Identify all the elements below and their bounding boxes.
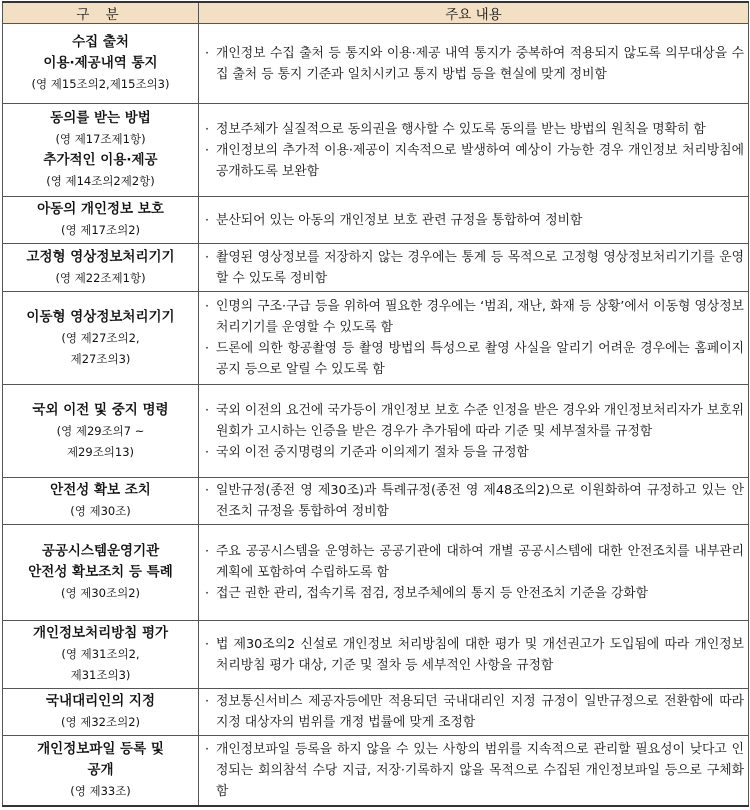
content-bullet: [205, 634, 744, 676]
row-category-cell: [3, 478, 199, 525]
bullet-text: 개인정보 수집 출처 등 통지와 이용·제공 내역 통지가 중복하여 적용되지 않도록 의무대상을 수집 출처 등 통지 기준과 일치시키고 통지 방법 등을 현실에 맞게 정비함: [216, 45, 744, 82]
row-content-cell: [199, 478, 749, 525]
bullet-text: 개인정보의 추가적 이용·제공이 지속적으로 발생하여 예상이 가능한 경우 개인정보 처리방침에 공개하도록 보완함: [216, 142, 744, 179]
bullet-text: 정보주체가 실질적으로 동의권을 행사할 수 있도록 동의를 받는 방법의 원칙을 명확히 함: [216, 121, 706, 137]
bullet-text: 개인정보파일 등록을 하지 않을 수 있는 사항의 범위를 지속적으로 관리할 필요성이 낮다고 인정되는 회의참석 수당 지급, 저장·기록하지 않을 목적으로 수집된 개인정보파일 등으로 구체화함: [216, 741, 744, 799]
row-content-cell: [199, 104, 749, 197]
bullet-marker: ·: [205, 45, 210, 61]
row-content-cell: [199, 292, 749, 385]
legal-reference: (영 제30조의2): [60, 586, 140, 600]
legal-reference: 제29조의13): [66, 444, 135, 459]
category-name: 안전성 확보조치 등 특례: [28, 564, 173, 580]
table-row: [3, 24, 749, 104]
row-content-cell: [199, 736, 749, 806]
bullet-marker: ·: [205, 694, 210, 709]
table-row: [3, 525, 749, 621]
row-category-cell: [3, 244, 199, 292]
category-name: 개인정보파일 등록 및: [37, 740, 164, 757]
category-name: 고정형 영상정보처리기기: [26, 248, 175, 265]
category-name: 국내대리인의 지정: [45, 693, 156, 709]
bullet-text: 일반규정(종전 영 제30조)과 특례규정(종전 영 제48조의2)으로 이원화하여 규정하고 있는 안전조치 규정을 통합하여 정비함: [216, 483, 744, 519]
bullet-text: 법 제30조의2 신설로 개인정보 처리방침에 대한 평가 및 개선권고가 도입됨에 따라 개인정보 처리방침 평가 대상, 기준 및 절차 등 세부적인 사항을 규정함: [216, 636, 744, 673]
content-bullet: [205, 210, 744, 231]
legal-reference: (영 제31조의2,: [61, 647, 140, 661]
summary-table: [2, 1, 749, 807]
category-name: 이동형 영상정보처리기기: [26, 308, 175, 325]
table-row: [3, 244, 749, 292]
bullet-marker: ·: [205, 249, 210, 265]
legal-reference: (영 제14조의2제2항): [46, 174, 155, 188]
row-content-cell: [199, 24, 749, 104]
table-header-row: [3, 2, 749, 24]
table-row: [3, 197, 749, 244]
legal-reference: (영 제15조의2,제15조의3): [31, 77, 170, 91]
row-content-cell: [199, 525, 749, 621]
bullet-marker: ·: [205, 586, 210, 601]
row-content-cell: [199, 197, 749, 244]
header-main-content: 주요 내용: [199, 2, 749, 24]
content-bullet: [205, 296, 744, 338]
table-row: [3, 478, 749, 525]
bullet-marker: ·: [205, 636, 210, 652]
content-bullet: [205, 119, 744, 140]
bullet-text: 주요 공공시스템을 운영하는 공공기관에 대하여 개별 공공시스템에 대한 안전조치를 내부관리계획에 포함하여 수립하도록 함: [216, 544, 744, 580]
category-name: 아동의 개인정보 보호: [37, 201, 164, 217]
table-row: [3, 104, 749, 197]
content-bullet: [205, 338, 744, 380]
table-row: [3, 689, 749, 736]
legal-reference: (영 제22조제1항): [55, 270, 146, 285]
bullet-marker: ·: [205, 212, 210, 228]
bullet-marker: ·: [205, 121, 210, 137]
category-name: 공공시스템운영기관: [41, 543, 160, 559]
bullet-marker: ·: [205, 142, 210, 158]
content-bullet: [205, 583, 744, 604]
content-bullet: [205, 43, 744, 85]
table-row: [3, 736, 749, 806]
bullet-text: 정보통신서비스 제공자등에만 적용되던 국내대리인 지정 규정이 일반규정으로 전환함에 따라 지정 대상자의 범위를 개정 법률에 맞게 조정함: [216, 694, 744, 730]
category-name: 개인정보처리방침 평가: [32, 625, 169, 641]
content-bullet: [205, 247, 744, 289]
row-category-cell: [3, 24, 199, 104]
header-category: 구 분: [3, 2, 199, 24]
bullet-text: 접근 권한 관리, 접속기록 점검, 정보주체에의 통지 등 안전조치 기준을 강화함: [216, 586, 649, 601]
content-bullet: [205, 140, 744, 182]
bullet-text: 분산되어 있는 아동의 개인정보 보호 관련 규정을 통합하여 정비함: [216, 212, 583, 228]
category-name: 수집 출처: [72, 34, 129, 50]
bullet-text: 인명의 구조·구급 등을 위하여 필요한 경우에는 ‘범죄, 재난, 화재 등 상황’에서 이동형 영상정보처리기기를 운영할 수 있도록 함: [216, 299, 744, 335]
bullet-marker: ·: [205, 483, 210, 498]
category-name: 공개: [87, 761, 114, 778]
bullet-marker: ·: [205, 341, 210, 356]
content-bullet: [205, 541, 744, 583]
content-bullet: [205, 442, 744, 463]
legal-reference: (영 제17조제1항): [55, 132, 146, 146]
table-row: [3, 621, 749, 689]
legal-reference: (영 제17조의2): [60, 223, 140, 237]
content-bullet: [205, 480, 744, 522]
category-name: 안전성 확보 조치: [50, 482, 151, 498]
row-category-cell: [3, 689, 199, 736]
row-category-cell: [3, 197, 199, 244]
bullet-text: 국외 이전의 요건에 국가등이 개인정보 보호 수준 인정을 받은 경우와 개인정보처리자가 보호위원회가 고시하는 인증을 받은 경우가 추가됨에 따라 기준 및 세부절차를 규정함: [216, 402, 744, 439]
bullet-text: 촬영된 영상정보를 저장하지 않는 경우에는 통계 등 목적으로 고정형 영상정보처리기기를 운영할 수 있도록 정비함: [216, 249, 744, 286]
row-category-cell: [3, 292, 199, 385]
legal-reference: (영 제27조의2,: [61, 330, 140, 345]
bullet-marker: ·: [205, 544, 210, 559]
legal-reference: 제27조의3): [70, 351, 131, 366]
table-row: [3, 292, 749, 385]
row-category-cell: [3, 104, 199, 197]
bullet-text: 드론에 의한 항공촬영 등 촬영 방법의 특성으로 촬영 사실을 알리기 어려운 경우에는 홈페이지 공지 등으로 알릴 수 있도록 함: [216, 341, 744, 377]
row-content-cell: [199, 244, 749, 292]
category-name: 이용·제공내역 통지: [43, 55, 158, 71]
row-category-cell: [3, 621, 199, 689]
legal-reference: (영 제29조의7 ~: [56, 423, 145, 438]
category-name: 국외 이전 및 중지 명령: [32, 401, 169, 418]
row-category-cell: [3, 525, 199, 621]
content-bullet: [205, 691, 744, 733]
legal-reference: (영 제33조): [70, 783, 131, 798]
legal-reference: (영 제30조): [70, 504, 131, 518]
bullet-text: 국외 이전 중지명령의 기준과 이의제기 절차 등을 규정함: [216, 444, 529, 460]
content-bullet: [205, 739, 744, 802]
content-bullet: [205, 400, 744, 442]
row-content-cell: [199, 621, 749, 689]
table-row: [3, 385, 749, 478]
row-content-cell: [199, 689, 749, 736]
bullet-marker: ·: [205, 299, 210, 314]
category-name: 동의를 받는 방법: [50, 110, 151, 126]
row-content-cell: [199, 385, 749, 478]
category-name: 추가적인 이용·제공: [43, 152, 158, 168]
legal-reference: 제31조의3): [70, 668, 131, 682]
legal-reference: (영 제32조의2): [60, 715, 140, 729]
table-body: [3, 24, 749, 806]
row-category-cell: [3, 385, 199, 478]
bullet-marker: ·: [205, 402, 210, 418]
bullet-marker: ·: [205, 741, 210, 757]
bullet-marker: ·: [205, 444, 210, 460]
row-category-cell: [3, 736, 199, 806]
